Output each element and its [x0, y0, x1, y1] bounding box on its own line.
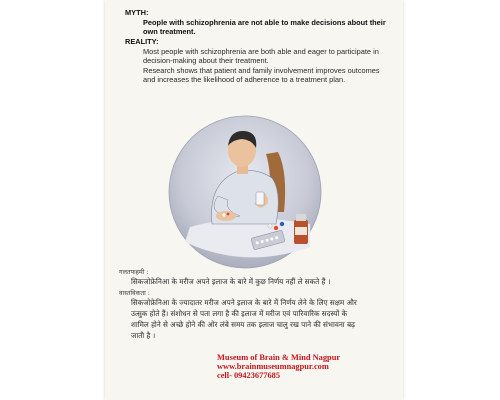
reality-text-line-4: and increases the likelihood of adherence to a treatment plan.: [143, 75, 346, 84]
footer-museum-name: Museum of Brain & Mind Nagpur: [217, 353, 341, 362]
reality-heading: REALITY:: [125, 37, 159, 46]
footer-website: www.brainmuseumnagpur.com: [217, 362, 329, 371]
reality-text-line-1: Most people with schizophrenia are both able and eager to participate in: [143, 47, 379, 56]
loose-pill: [274, 226, 278, 230]
hindi-myth-text: सिकजोफ्रेनिआ के मरीज अपने इलाज के बारे में कुछ निर्णय नहीं ले सकते हैं ।: [131, 277, 331, 286]
myth-heading: MYTH:: [125, 8, 149, 17]
hindi-reality-heading: वास्तविकता :: [119, 289, 150, 297]
hindi-myth-heading: गलतफहमी :: [119, 268, 149, 276]
myth-text-line-1: People with schizophrenia are not able to make decisions about their: [143, 18, 386, 27]
reality-text-line-3: Research shows that patient and family involvement improves outcomes: [143, 66, 380, 75]
patient-with-medicine-illustration: [160, 112, 330, 272]
poster: [105, 0, 403, 400]
myth-text-line-2: own treatment.: [143, 27, 196, 36]
pill-in-hand: [222, 213, 225, 216]
loose-pill: [280, 222, 284, 226]
open-hand: [216, 211, 236, 221]
pill-in-hand: [227, 213, 230, 216]
hindi-reality-text-line-1: सिकजोफ्रेनिआ के ज्यादातर मरीज अपने इलाज के बारे में निर्णय लेने के लिए सक्षम और: [131, 298, 357, 307]
reality-text-line-2: decision-making about their treatment.: [143, 56, 269, 65]
hindi-reality-text-line-2: उत्सुक होते हैं। संशोधन से पता लगा है की इलाज में मरीज एवं पारिवारिक सदस्यों के: [131, 309, 348, 318]
bottle-cap: [296, 214, 306, 221]
hindi-reality-text-line-4: जाती है ।: [131, 331, 156, 340]
footer-phone: cell- 09423677685: [217, 371, 281, 380]
hindi-reality-text-line-3: शामिल होने से अच्छे होने की ओर लंबे समय तक इलाज चालु रख पाने की संभावना बढ़: [131, 320, 356, 329]
bottle-label: [295, 227, 307, 235]
loose-pill: [268, 224, 272, 228]
water-glass: [256, 192, 264, 205]
